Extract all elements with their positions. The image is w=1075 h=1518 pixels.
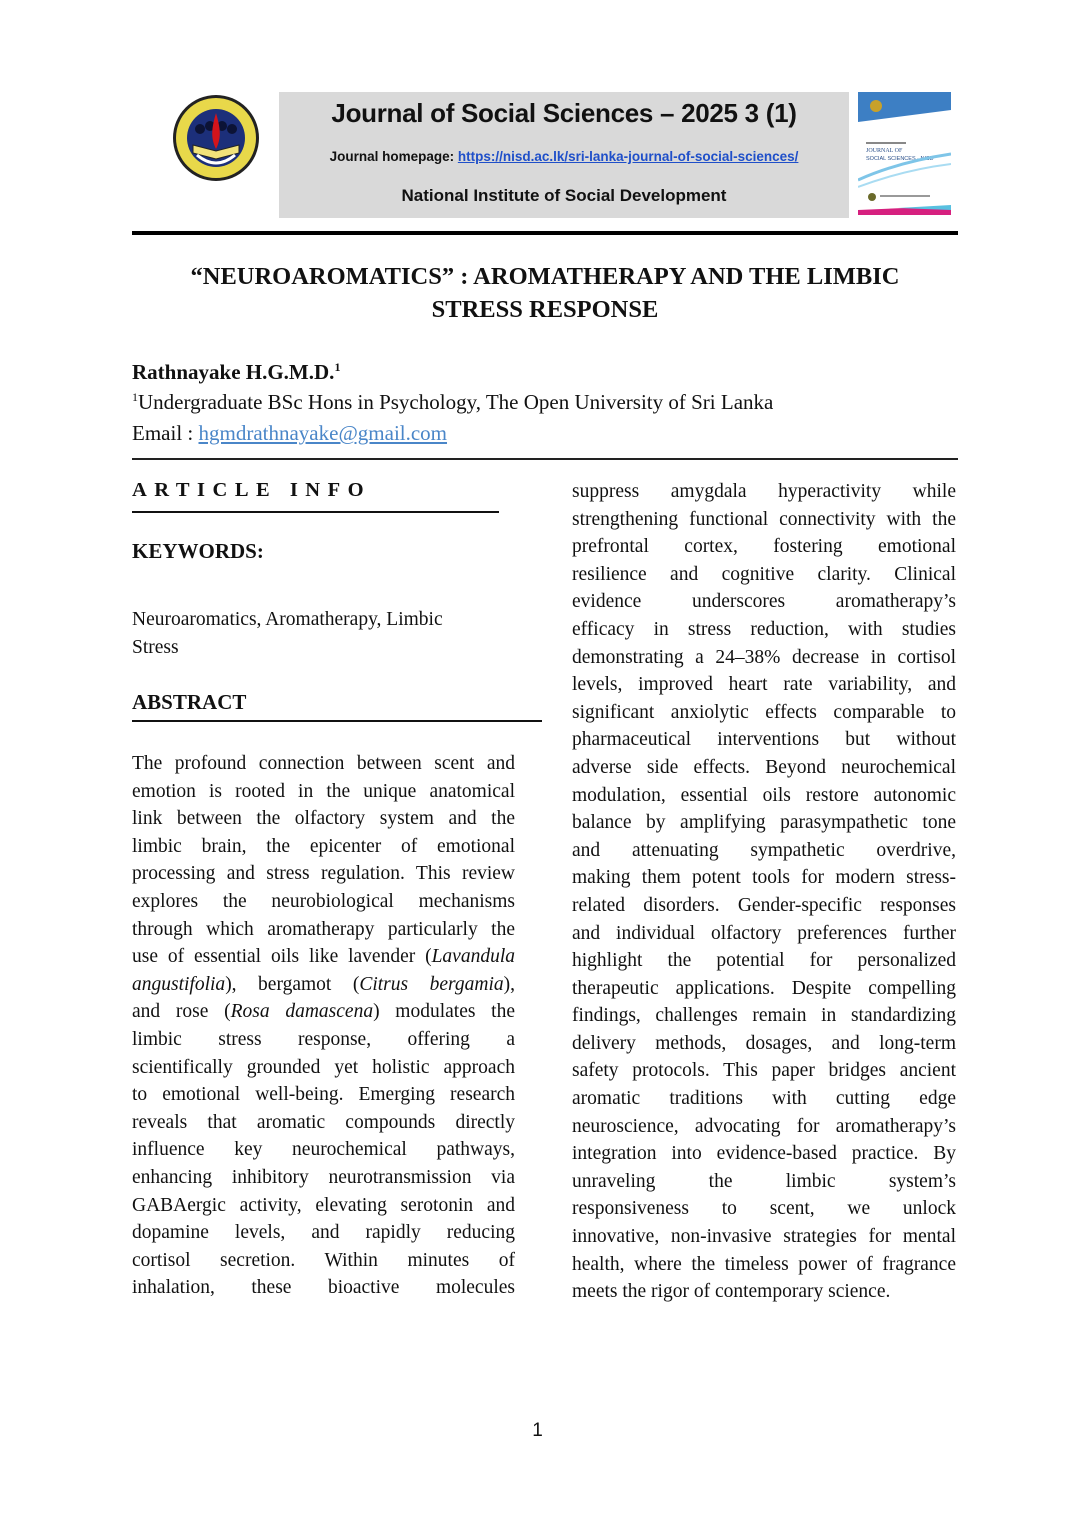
abstract-text: ), bergamot ( xyxy=(225,973,360,995)
abstract-line: limbic brain, the epicenter of emotional xyxy=(132,835,515,857)
header-divider xyxy=(132,231,958,235)
svg-text:SOCIAL SCIENCES - NISD: SOCIAL SCIENCES - NISD xyxy=(866,156,934,162)
abstract-line: meets the rigor of contemporary science. xyxy=(572,1281,891,1303)
italic-term: Rosa damascena xyxy=(230,1001,374,1023)
author-email xyxy=(132,421,447,446)
paper-title-line-1: “NEUROAROMATICS” : AROMATHERAPY AND THE LIMBIC xyxy=(190,263,900,290)
keywords-line: Neuroaromatics, Aromatherapy, Limbic xyxy=(132,609,443,630)
abstract-line: health, where the timeless power of fragrance xyxy=(572,1253,956,1275)
abstract-line: suppress amygdala hyperactivity while xyxy=(572,481,956,502)
abstract-line: innovative, non-invasive strategies for mental xyxy=(572,1226,956,1248)
abstract-text: ), xyxy=(503,973,515,995)
abstract-line: and attenuating sympathetic overdrive, xyxy=(572,839,956,861)
abstract-line: modulation, essential oils restore autonomic xyxy=(572,784,956,806)
abstract-line: reveals that aromatic compounds directly xyxy=(132,1111,515,1133)
abstract-line: through which aromatherapy particularly the xyxy=(132,918,515,940)
abstract-heading: ABSTRACT xyxy=(132,690,247,714)
page-number: 1 xyxy=(532,1420,543,1441)
author-affiliation xyxy=(132,390,773,415)
abstract-line: therapeutic applications. Despite compelling xyxy=(572,977,956,999)
author-name xyxy=(132,360,340,385)
abstract-line: findings, challenges remain in standardizing xyxy=(572,1005,956,1027)
article-info-heading: ARTICLE INFO xyxy=(132,479,372,501)
email-label: Email : xyxy=(132,421,199,445)
abstract-line: safety protocols. This paper bridges ancient xyxy=(572,1060,956,1082)
abstract-line: pharmaceutical interventions but without xyxy=(572,729,956,751)
affiliation-superscript: 1 xyxy=(132,390,138,404)
journal-homepage xyxy=(279,149,849,164)
author-divider xyxy=(132,458,958,460)
abstract-line xyxy=(132,998,515,1026)
abstract-line: responsiveness to scent, we unlock xyxy=(572,1198,956,1220)
abstract-line: The profound connection between scent and xyxy=(132,753,515,774)
abstract-line: dopamine levels, and rapidly reducing xyxy=(132,1222,515,1244)
abstract-line: inhalation, these bioactive molecules xyxy=(132,1277,515,1299)
abstract-rule xyxy=(132,720,542,722)
abstract-left-column xyxy=(132,750,515,1302)
paper-title-line-2: STRESS RESPONSE xyxy=(431,296,659,323)
abstract-text: and rose ( xyxy=(132,1001,231,1023)
abstract-line: delivery methods, dosages, and long-term xyxy=(572,1032,956,1054)
abstract-line: highlight the potential for personalized xyxy=(572,950,956,972)
email-link[interactable]: hgmdrathnayake@gmail.com xyxy=(198,421,448,445)
abstract-line: related disorders. Gender-specific responses xyxy=(572,894,956,916)
abstract-line: strengthening functional connectivity with the xyxy=(572,508,956,530)
paper-title xyxy=(132,260,958,326)
abstract-line: unraveling the limbic system’s xyxy=(572,1170,956,1192)
abstract-line: adverse side effects. Beyond neurochemical xyxy=(572,756,956,778)
homepage-label: Journal homepage: xyxy=(329,149,458,164)
abstract-line: prefrontal cortex, fostering emotional xyxy=(572,536,956,558)
abstract-line: influence key neurochemical pathways, xyxy=(132,1139,515,1161)
abstract-line: evidence underscores aromatherapy’s xyxy=(572,591,956,613)
abstract-text: ) modulates the xyxy=(373,1001,516,1023)
abstract-line: limbic stress response, offering a xyxy=(132,1028,515,1050)
abstract-line: neuroscience, advocating for aromatherapy’s xyxy=(572,1115,956,1137)
svg-text:JOURNAL OF: JOURNAL OF xyxy=(866,148,903,154)
abstract-line: aromatic traditions with cutting edge xyxy=(572,1088,956,1110)
author-superscript: 1 xyxy=(334,360,341,374)
journal-header-box xyxy=(279,92,849,218)
journal-cover-icon xyxy=(858,92,951,215)
abstract-line: GABAergic activity, elevating serotonin and xyxy=(132,1194,515,1216)
article-info-rule xyxy=(132,511,499,513)
abstract-line: demonstrating a 24–38% decrease in cortisol xyxy=(572,646,956,668)
abstract-line: making them potent tools for modern stress- xyxy=(572,867,956,889)
homepage-link[interactable]: https://nisd.ac.lk/sri-lanka-journal-of-social-sciences/ xyxy=(457,149,799,164)
keywords-heading: KEYWORDS: xyxy=(132,539,264,563)
abstract-line: significant anxiolytic effects comparable to xyxy=(572,701,956,723)
affiliation-text: Undergraduate BSc Hons in Psychology, The Open University of Sri Lanka xyxy=(138,390,774,414)
abstract-line: link between the olfactory system and the xyxy=(132,808,515,830)
abstract-line: resilience and cognitive clarity. Clinical xyxy=(572,563,956,585)
abstract-text: use of essential oils like lavender ( xyxy=(132,946,432,968)
keywords-list xyxy=(132,606,492,662)
abstract-line: to emotional well-being. Emerging research xyxy=(132,1084,515,1106)
abstract-right-column xyxy=(572,478,956,1306)
abstract-line: balance by amplifying parasympathetic tone xyxy=(572,812,956,834)
institute-name: National Institute of Social Development xyxy=(401,186,727,205)
italic-term: Lavandula xyxy=(431,946,515,968)
abstract-line: enhancing inhibitory neurotransmission via xyxy=(132,1166,515,1188)
italic-term: angustifolia xyxy=(132,973,226,995)
abstract-line: scientifically grounded yet holistic approach xyxy=(132,1056,515,1078)
abstract-line xyxy=(132,943,515,971)
abstract-line: explores the neurobiological mechanisms xyxy=(132,890,515,912)
keywords-line: Stress xyxy=(132,637,179,658)
abstract-line: emotion is rooted in the unique anatomical xyxy=(132,780,515,802)
abstract-line: cortisol secretion. Within minutes of xyxy=(132,1249,515,1271)
author-text: Rathnayake H.G.M.D. xyxy=(132,360,335,384)
abstract-line: integration into evidence-based practice. By xyxy=(572,1143,956,1165)
journal-title: Journal of Social Sciences – 2025 3 (1) xyxy=(331,98,797,128)
abstract-line xyxy=(132,971,515,999)
abstract-line: levels, improved heart rate variability, and xyxy=(572,674,956,696)
abstract-line: processing and stress regulation. This review xyxy=(132,863,515,885)
nisd-logo-icon xyxy=(171,93,261,183)
abstract-line: efficacy in stress reduction, with studies xyxy=(572,618,956,640)
italic-term: Citrus bergamia xyxy=(359,973,504,995)
abstract-line: and individual olfactory preferences further xyxy=(572,922,956,944)
